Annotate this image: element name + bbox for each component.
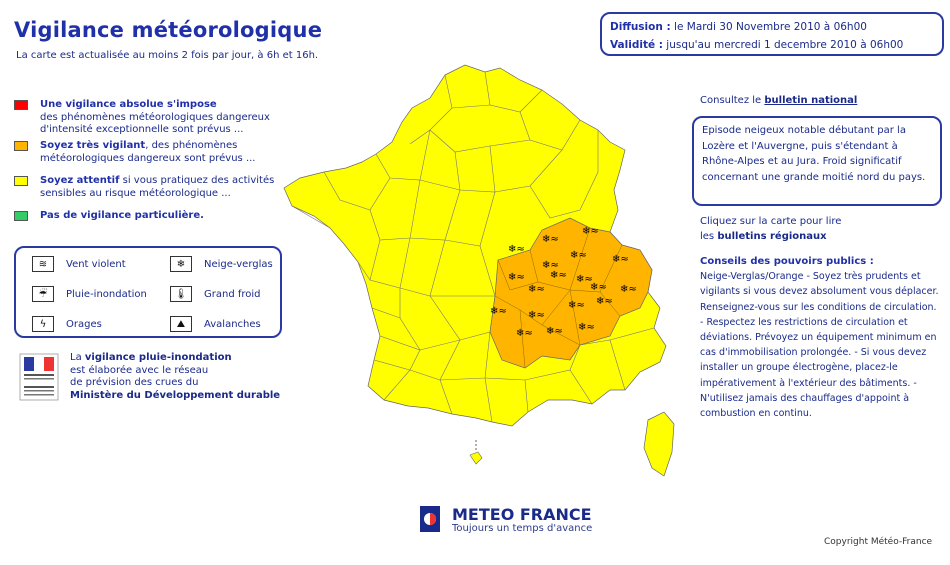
corsica[interactable] (644, 412, 674, 476)
paris-inset[interactable] (470, 440, 482, 464)
legend-red (14, 99, 284, 137)
republique-francaise-logo (18, 352, 60, 402)
validite-value: jusqu'au mercredi 1 decembre 2010 à 06h00 (666, 39, 904, 51)
cold-label: Grand froid (204, 288, 261, 300)
page-title: Vigilance météorologique (14, 18, 323, 42)
snow-icon: ❄≈ (508, 272, 525, 283)
snow-icon: ❄≈ (576, 274, 593, 285)
snow-icon: ❄≈ (596, 296, 613, 307)
storm-label: Orages (66, 318, 102, 330)
legend-orange-text: , des phénomènes météorologiques dangereux sont prévus ... (40, 140, 256, 164)
snow-icon: ❄≈ (508, 244, 525, 255)
yellow-swatch (14, 176, 28, 186)
diffusion-label: Diffusion : (610, 21, 671, 33)
snow-icon: ❄≈ (620, 284, 637, 295)
snow-icon: ❄≈ (568, 300, 585, 311)
conseils-title: Conseils des pouvoirs publics : (700, 256, 874, 267)
legend-yellow-title: Soyez attentif (40, 175, 120, 186)
ministry-line4: Ministère du Développement durable (70, 389, 281, 401)
snow-icon: ❄≈ (542, 234, 559, 245)
bulletins-regionaux-link[interactable]: bulletins régionaux (717, 231, 827, 242)
meteo-france-logo-icon (420, 506, 440, 532)
legend-red-text: des phénomènes météorologiques dangereux d'intensité exceptionnelle sont prévus ... (40, 111, 270, 135)
phenomena-legend (14, 246, 282, 338)
storm-icon: ϟ (32, 316, 54, 332)
vigilance-map[interactable] (280, 60, 690, 480)
snow-icon: ❄≈ (546, 326, 563, 337)
snow-label: Neige-verglas (204, 258, 273, 270)
legend-red-title: Une vigilance absolue s'impose (40, 99, 217, 110)
wind-icon: ≋ (32, 256, 54, 272)
ministry-note (70, 352, 290, 402)
legend-yellow-text: si vous pratiquez des activités sensibles au risque météorologique ... (40, 175, 275, 199)
rain-label: Pluie-inondation (66, 288, 147, 300)
legend-avalanche (170, 316, 261, 332)
snow-icon: ❄≈ (612, 254, 629, 265)
green-swatch (14, 211, 28, 221)
legend-orange (14, 140, 284, 165)
snow-icon: ❄≈ (590, 282, 607, 293)
legend-rain (32, 286, 147, 302)
legend-storm (32, 316, 102, 332)
consult-national (700, 95, 857, 106)
ministry-bold: vigilance pluie-inondation (84, 352, 232, 363)
ministry-line3: de prévision des crues du (70, 377, 199, 388)
regional-bulletins (700, 214, 841, 244)
cold-icon: 🌡 (170, 286, 192, 302)
rain-flood-icon: ☔ (32, 286, 54, 302)
legend-green-title: Pas de vigilance particulière. (40, 210, 204, 221)
click-prefix: les (700, 231, 718, 242)
conseils-text: Neige-Verglas/Orange - Soyez très prudents et vigilants si vous devez absolument vous déplacer. Renseignez-vous sur les conditions de circulation. - Respectez les restrictions de circulation et déviations. Prévoyez un équipement minimum en cas d'immobilisation prolongée. - Si vous devez installer un groupe électrogène, placez-le impérativement à l'extérieur des bâtiments. - N'utilisez jamais des chauffages d'appoint à combustion en continu. (700, 271, 939, 420)
orange-swatch (14, 141, 28, 151)
snow-icon: ❄≈ (570, 250, 587, 261)
validite-label: Validité : (610, 39, 663, 51)
page-subtitle: La carte est actualisée au moins 2 fois par jour, à 6h et 16h. (16, 50, 319, 61)
ministry-prefix: La (70, 352, 85, 363)
snow-icon: ❄≈ (578, 322, 595, 333)
snow-icon: ❄≈ (528, 284, 545, 295)
snow-icon: ❄≈ (550, 270, 567, 281)
ministry-line2: est élaborée avec le réseau (70, 364, 209, 376)
legend-yellow (14, 175, 284, 200)
copyright: Copyright Météo-France (824, 537, 933, 547)
avalanche-label: Avalanches (204, 318, 261, 330)
legend-wind (32, 256, 126, 272)
legend-cold (170, 286, 261, 302)
snow-ice-icon: ❄ (170, 256, 192, 272)
snow-icon: ❄≈ (542, 260, 559, 271)
consult-prefix: Consultez le (700, 95, 765, 106)
legend-green (14, 210, 284, 223)
public-advice (700, 254, 940, 421)
meteo-france-tagline: Toujours un temps d'avance (452, 523, 593, 534)
bulletin-national-link[interactable]: bulletin national (764, 95, 858, 106)
snow-icon: ❄≈ (528, 310, 545, 321)
snow-icon: ❄≈ (582, 226, 599, 237)
snow-icon: ❄≈ (516, 328, 533, 339)
meteo-france-logo[interactable]: METEO FRANCE (452, 505, 592, 524)
legend-snow (170, 256, 273, 272)
diffusion-info (600, 12, 944, 56)
legend-orange-title: Soyez très vigilant (40, 140, 146, 151)
diffusion-value: le Mardi 30 Novembre 2010 à 06h00 (674, 21, 867, 33)
click-line: Cliquez sur la carte pour lire (700, 216, 842, 227)
snow-icon: ❄≈ (490, 306, 507, 317)
episode-description: Episode neigeux notable débutant par la Lozère et l'Auvergne, puis s'étendant à Rhône-Alpes et au Jura. Froid significatif concernant une grande moitié nord du pays. (692, 116, 942, 206)
red-swatch (14, 100, 28, 110)
wind-label: Vent violent (66, 258, 126, 270)
avalanche-icon: ⛰ (170, 316, 192, 332)
